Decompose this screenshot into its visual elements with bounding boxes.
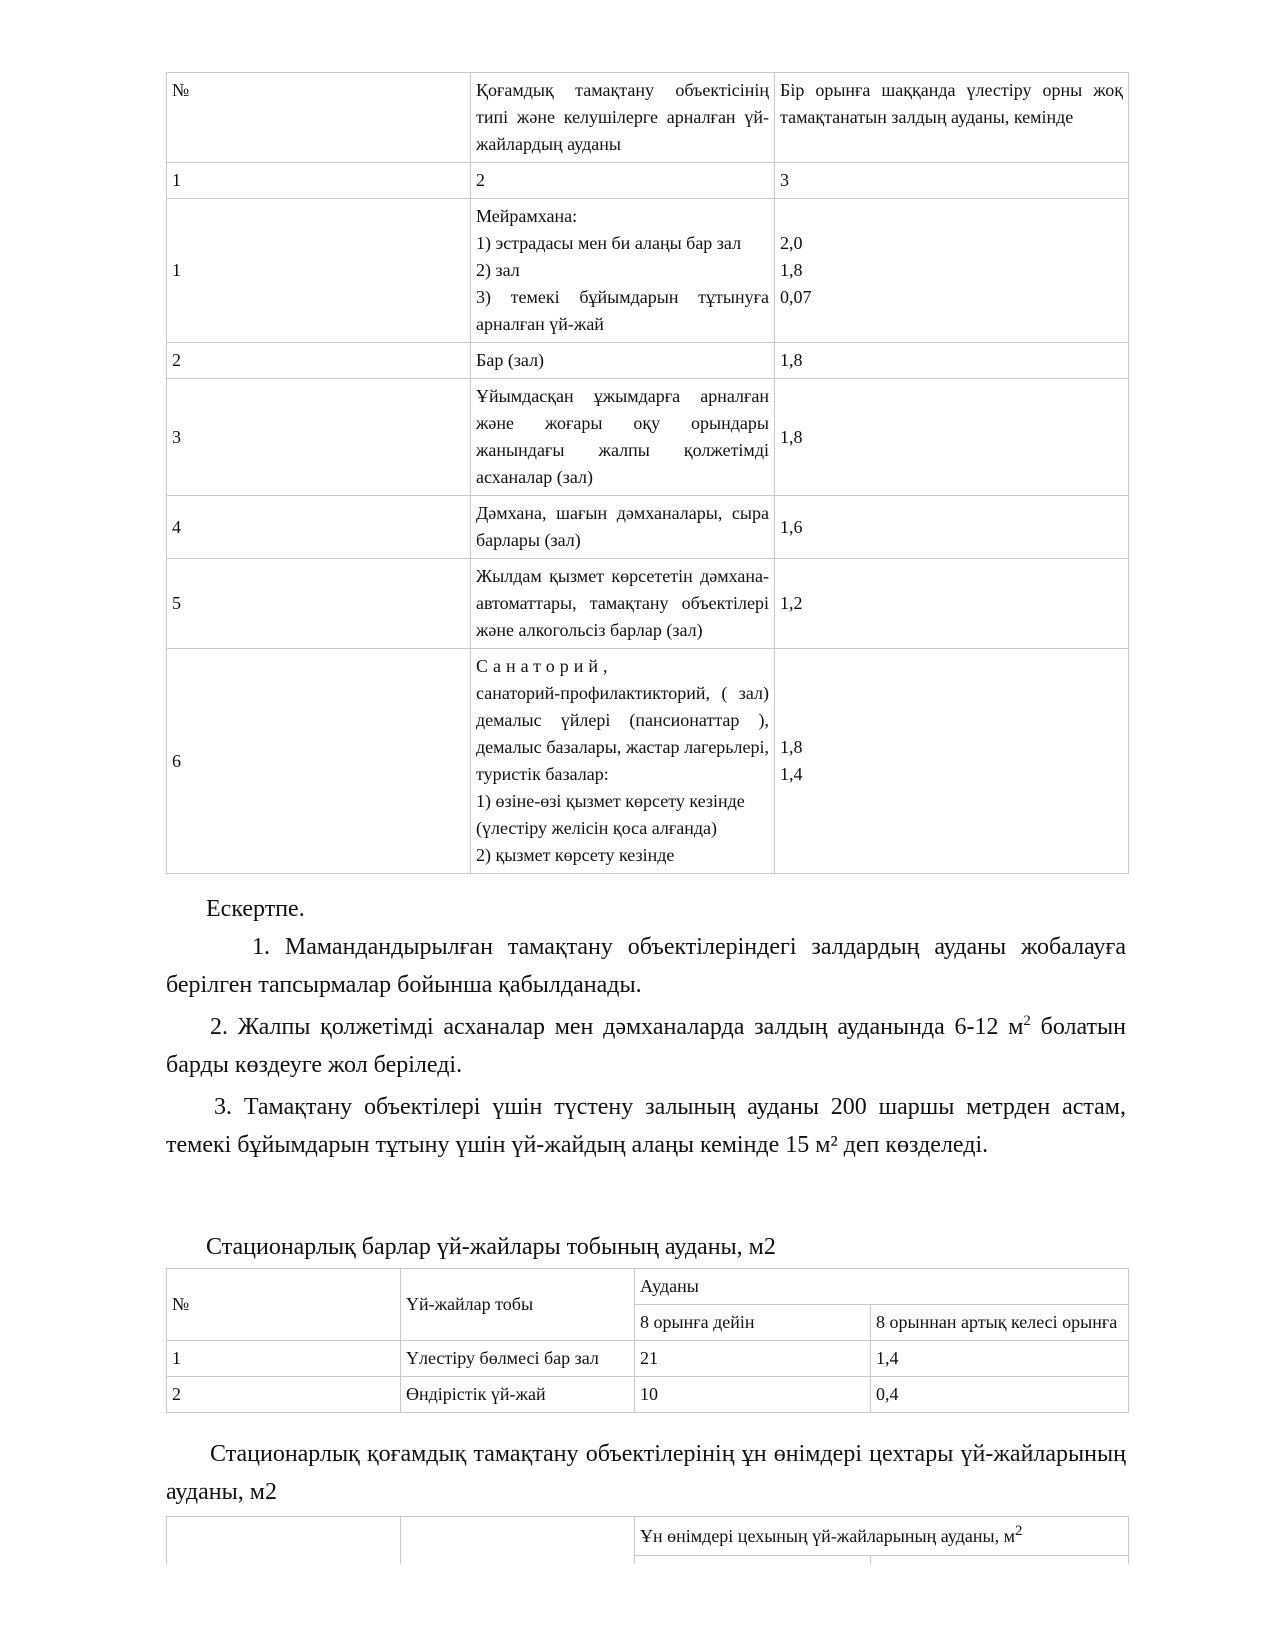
type-heading: Санаторий,: [476, 656, 613, 676]
type-line: Мейрамхана:: [476, 206, 578, 226]
header-sub-empty: [871, 1556, 1129, 1565]
type-item: 1) өзіне-өзі қызмет көрсету кезінде (үлестіру желісін қоса алғанда): [476, 791, 745, 838]
row-number: 6: [167, 649, 471, 874]
header-area: Ауданы: [635, 1269, 1129, 1305]
table-row: [167, 496, 1129, 559]
row-type: Жылдам қызмет көрсететін дәмхана-автоматтары, тамақтану объектілері және алкогольсіз барлар (зал): [471, 559, 775, 649]
table-row: [167, 199, 1129, 343]
header-sub-empty: [635, 1556, 871, 1565]
note-item-2-sup: 2: [1023, 1013, 1031, 1029]
area-line: 2,0: [780, 233, 803, 253]
row-area: [775, 199, 1129, 343]
row-number: 1: [167, 1341, 401, 1377]
dining-area-table: [166, 72, 1129, 874]
note-item-2-end: болатын барды көздеуге жол беріледі.: [166, 1014, 1127, 1078]
bar-rooms-table: [166, 1268, 1129, 1413]
type-line: 3) темекі бұйымдарын тұтынуға арналған үй-жай: [476, 287, 769, 334]
row-number: 2: [167, 343, 471, 379]
table-row: [167, 343, 1129, 379]
table-row: [167, 163, 1129, 199]
header-over-8: 8 орыннан артық келесі орынға: [871, 1305, 1129, 1341]
table-header-row: [167, 73, 1129, 163]
table-header-row: [167, 1269, 1129, 1305]
column-number-1: 1: [167, 163, 471, 199]
row-area: 1,2: [775, 559, 1129, 649]
row-type: Бар (зал): [471, 343, 775, 379]
row-number: 1: [167, 199, 471, 343]
area-line: 1,8: [780, 737, 803, 757]
row-up-to-8: 10: [635, 1377, 871, 1413]
table3-caption: Стационарлық қоғамдық тамақтану объектілерінің ұн өнімдері цехтары үй-жайларының ауданы, м2: [166, 1441, 1126, 1505]
table-header-row: [167, 1517, 1129, 1556]
table-row: [167, 1341, 1129, 1377]
area-line: 1,8: [780, 260, 803, 280]
header-room-group: Үй-жайлар тобы: [401, 1269, 635, 1341]
row-over-8: 0,4: [871, 1377, 1129, 1413]
row-type: Ұйымдасқан ұжымдарға арналған және жоғары оқу орындары жанындағы жалпы қолжетімді асханалар (зал): [471, 379, 775, 496]
table-row: [167, 559, 1129, 649]
row-group: Үлестіру бөлмесі бар зал: [401, 1341, 635, 1377]
type-item: 2) қызмет көрсету кезінде: [476, 845, 675, 865]
header-area-per-seat: Бір орынға шаққанда үлестіру орны жоқ тамақтанатын залдың ауданы, кемінде: [775, 73, 1129, 163]
area-line: 0,07: [780, 287, 812, 307]
header-number: №: [167, 1269, 401, 1341]
row-area: 1,6: [775, 496, 1129, 559]
row-number: 3: [167, 379, 471, 496]
row-number: 2: [167, 1377, 401, 1413]
row-type: [471, 649, 775, 874]
row-type: Дәмхана, шағын дәмханалары, сыра барлары (зал): [471, 496, 775, 559]
header-up-to-8: 8 орынға дейін: [635, 1305, 871, 1341]
row-number: 4: [167, 496, 471, 559]
area-line: 1,4: [780, 764, 803, 784]
header-empty: [167, 1517, 401, 1565]
table2-caption: Стационарлық барлар үй-жайлары тобының ауданы, м2: [206, 1234, 776, 1260]
row-number: 5: [167, 559, 471, 649]
header-flour-area-text: Ұн өнімдері цехының үй-жайларының ауданы, м: [640, 1525, 1015, 1546]
note-item-2: [166, 1008, 1126, 1084]
type-line: 1) эстрадасы мен би алаңы бар зал: [476, 233, 742, 253]
header-empty: [401, 1517, 635, 1565]
note-title: Ескертпе.: [206, 896, 305, 922]
table-row: [167, 649, 1129, 874]
note-item-1: 1. Мамандандырылған тамақтану объектілеріндегі залдардың ауданы жобалауға берілген тапсырмалар бойынша қабылданады.: [166, 934, 1126, 998]
note-item-2-text: 2. Жалпы қолжетімді асханалар мен дәмханаларда залдың ауданында 6-12 м: [210, 1014, 1024, 1040]
row-group: Өндірістік үй-жай: [401, 1377, 635, 1413]
type-line: 2) зал: [476, 260, 520, 280]
row-up-to-8: 21: [635, 1341, 871, 1377]
header-flour-area-sup: 2: [1014, 1522, 1023, 1539]
column-number-3: 3: [775, 163, 1129, 199]
row-over-8: 1,4: [871, 1341, 1129, 1377]
note-item-3: 3. Тамақтану объектілері үшін түстену залының ауданы 200 шаршы метрден астам, темекі бұйымдарын тұтыну үшін үй-жайдың алаңы кемінде 15 м² деп көзделеді.: [166, 1094, 1126, 1158]
header-object-type: Қоғамдық тамақтану объектісінің типі және келушілерге арналған үй-жайлардың ауданы: [471, 73, 775, 163]
type-description: санаторий-профилактикторий, ( зал) демалыс үйлері (пансионаттар ), демалыс базалары, жастар лагерьлері, туристік базалар:: [476, 683, 769, 784]
header-number: №: [167, 73, 471, 163]
table-row: [167, 379, 1129, 496]
column-number-2: 2: [471, 163, 775, 199]
row-area: 1,8: [775, 379, 1129, 496]
row-area: 1,8: [775, 343, 1129, 379]
header-flour-area: [635, 1517, 1129, 1556]
table-row: [167, 1377, 1129, 1413]
row-area: [775, 649, 1129, 874]
flour-products-table: [166, 1516, 1129, 1564]
row-type: [471, 199, 775, 343]
